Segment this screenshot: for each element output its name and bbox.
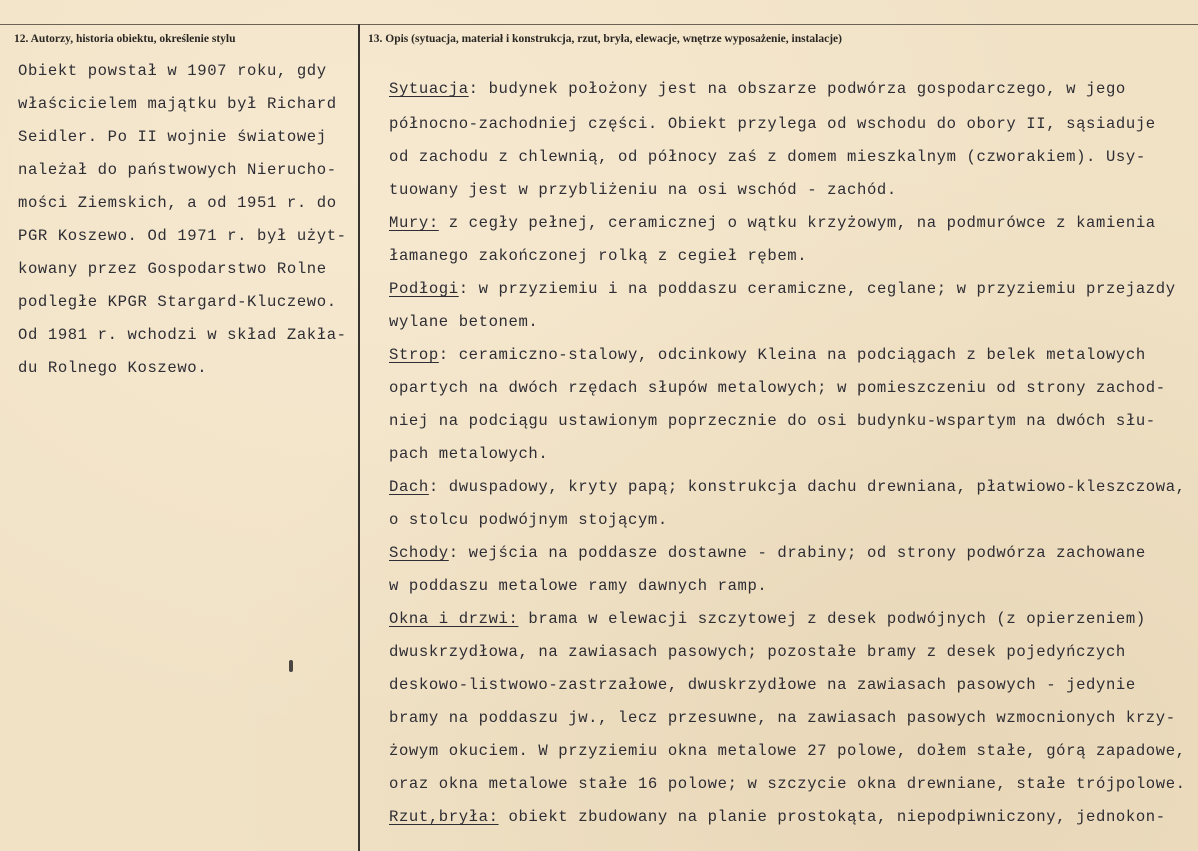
left-line: mości Ziemskich, a od 1951 r. do (18, 194, 337, 212)
right-line: Mury: z cegły pełnej, ceramicznej o wątku krzyżowym, na podmurówce z kamienia (389, 214, 1156, 232)
right-line: Okna i drzwi: brama w elewacji szczytowej z desek podwójnych (z opierzeniem) (389, 610, 1146, 628)
right-line: Dach: dwuspadowy, kryty papą; konstrukcja dachu drewniana, płatwiowo-kleszczowa, (389, 478, 1186, 496)
left-line: kowany przez Gospodarstwo Rolne (18, 260, 327, 278)
right-line: wylane betonem. (389, 313, 539, 331)
right-line: północno-zachodniej części. Obiekt przylega od wschodu do obory II, sąsiaduje (389, 115, 1156, 133)
ink-mark (289, 660, 293, 672)
paragraph-label: Strop (389, 346, 439, 364)
section-13-heading: 13. Opis (sytuacja, materiał i konstrukcja, rzut, bryła, elewacje, wnętrze wyposażenie, instalacje) (368, 33, 842, 45)
right-line: opartych na dwóch rzędach słupów metalowych; w pomieszczeniu od strony zachod- (389, 379, 1166, 397)
left-line: Od 1981 r. wchodzi w skład Zakła- (18, 326, 347, 344)
column-divider (358, 24, 360, 851)
right-line: Rzut,bryła: obiekt zbudowany na planie prostokąta, niepodpiwniczony, jednokon- (389, 808, 1166, 826)
left-line: należał do państwowych Nierucho- (18, 161, 337, 179)
right-line: oraz okna metalowe stałe 16 polowe; w szczycie okna drewniane, stałe trójpolowe. (389, 775, 1186, 793)
paragraph-label: Okna i drzwi: (389, 610, 519, 628)
right-line: Schody: wejścia na poddasze dostawne - drabiny; od strony podwórza zachowane (389, 544, 1146, 562)
right-line: bramy na poddaszu jw., lecz przesuwne, na zawiasach pasowych wzmocnionych krzy- (389, 709, 1176, 727)
right-line: pach metalowych. (389, 445, 549, 463)
paragraph-label: Sytuacja (389, 80, 469, 98)
section-12-heading: 12. Autorzy, historia obiektu, określenie stylu (14, 33, 236, 45)
right-line: o stolcu podwójnym stojącym. (389, 511, 668, 529)
paragraph-label: Rzut,bryła: (389, 808, 499, 826)
paragraph-label: Mury: (389, 214, 439, 232)
right-line: niej na podciągu ustawionym poprzecznie do osi budynku-wspartym na dwóch słu- (389, 412, 1156, 430)
paragraph-label: Podłogi (389, 280, 459, 298)
left-line: podległe KPGR Stargard-Kluczewo. (18, 293, 337, 311)
right-line: tuowany jest w przybliżeniu na osi wschód - zachód. (389, 181, 897, 199)
right-line: Strop: ceramiczno-stalowy, odcinkowy Kleina na podciągach z belek metalowych (389, 346, 1146, 364)
left-line: Obiekt powstał w 1907 roku, gdy (18, 62, 327, 80)
right-line: dwuskrzydłowa, na zawiasach pasowych; pozostałe bramy z desek pojedyńczych (389, 643, 1126, 661)
right-line: Podłogi: w przyziemiu i na poddaszu ceramiczne, ceglane; w przyziemiu przejazdy (389, 280, 1176, 298)
left-line: Seidler. Po II wojnie światowej (18, 128, 327, 146)
left-line: właścicielem majątku był Richard (18, 95, 337, 113)
paragraph-label: Schody (389, 544, 449, 562)
left-line: du Rolnego Koszewo. (18, 359, 208, 377)
left-line: PGR Koszewo. Od 1971 r. był użyt- (18, 227, 347, 245)
right-line: w poddaszu metalowe ramy dawnych ramp. (389, 577, 768, 595)
right-line: Sytuacja: budynek położony jest na obszarze podwórza gospodarczego, w jego (389, 80, 1126, 98)
top-rule (0, 24, 1198, 25)
right-line: łamanego zakończonej rolką z cegieł rębem. (389, 247, 808, 265)
right-line: żowym okuciem. W przyziemiu okna metalowe 27 polowe, dołem stałe, górą zapadowe, (389, 742, 1186, 760)
right-line: deskowo-listwowo-zastrzałowe, dwuskrzydłowe na zawiasach pasowych - jedynie (389, 676, 1136, 694)
right-line: od zachodu z chlewnią, od północy zaś z domem mieszkalnym (czworakiem). Usy- (389, 148, 1146, 166)
paragraph-label: Dach (389, 478, 429, 496)
